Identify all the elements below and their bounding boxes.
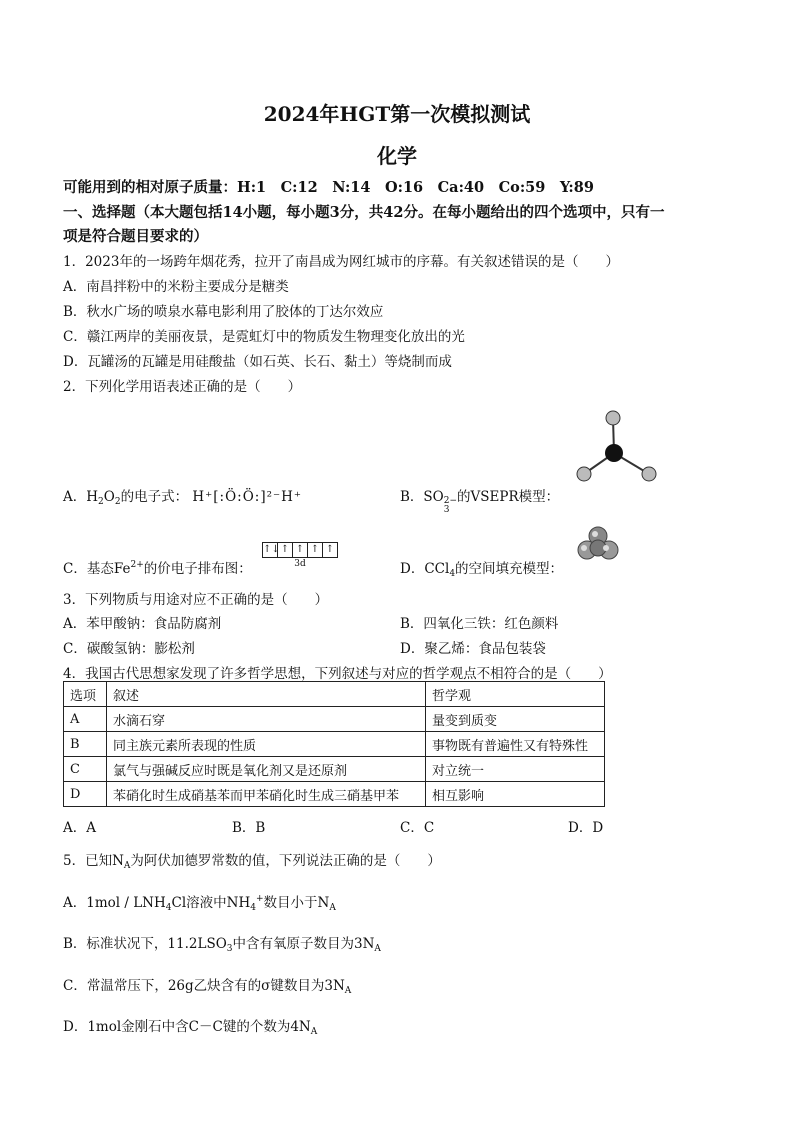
- q4-option-d: D．D: [568, 820, 604, 836]
- q3-option-a: A．苯甲酸钠：食品防腐剂: [63, 616, 222, 632]
- table-cell: 苯硝化时生成硝基苯而甲苯硝化时生成三硝基甲苯: [107, 782, 426, 807]
- table-cell: 量变到质变: [426, 707, 605, 732]
- table-row: [64, 757, 605, 782]
- atomic-masses: 可能用到的相对原子质量：H:1 C:12 N:14 O:16 Ca:40 Co:59 Y:89: [63, 179, 594, 196]
- table-cell: D: [64, 782, 107, 807]
- fe-orbital-diagram: [262, 537, 338, 569]
- q1-stem: 1．2023年的一场跨年烟花秀，拉开了南昌成为网红城市的序幕。有关叙述错误的是（ ）: [63, 254, 619, 270]
- section-heading-line2: 项是符合题目要求的）: [63, 228, 208, 245]
- table-header-cell: 哲学观: [426, 682, 605, 707]
- table-cell: C: [64, 757, 107, 782]
- q2-option-c: C．基态$Fe^{2+}$的价电子排布图：: [63, 560, 252, 577]
- table-header-row: [64, 682, 605, 707]
- table-cell: 相互影响: [426, 782, 605, 807]
- table-row: [64, 782, 605, 807]
- q4-option-b: B．B: [232, 820, 266, 836]
- q5-stem: 5．已知$N_A$为阿伏加德罗常数的值，下列说法正确的是（ ）: [63, 853, 441, 871]
- subject-title: 化学: [377, 144, 417, 168]
- table-cell: 氯气与强碱反应时既是氧化剂又是还原剂: [107, 757, 426, 782]
- q5-option-a: A．$1mol / LNH_4Cl$溶液中$NH_4^+$数目小于$N_A$: [63, 894, 336, 913]
- table-cell: B: [64, 732, 107, 757]
- q3-option-d: D．聚乙烯：食品包装袋: [400, 641, 546, 657]
- q3-option-c: C．碳酸氢钠：膨松剂: [63, 641, 195, 657]
- q2-option-d: D．CCl$_4$的空间填充模型：: [400, 561, 564, 579]
- q3-option-b: B．四氧化三铁：红色颜料: [400, 616, 559, 632]
- orbital-box: ↑: [293, 543, 308, 557]
- q2-option-b: B．SO 2− 3 的VSEPR模型：: [400, 489, 560, 515]
- orbital-box: ↑↓: [263, 544, 280, 555]
- q5-option-b: B．标准状况下，$11.2LSO_3$中含有氧原子数目为$3N_A$: [63, 936, 381, 954]
- table-header-cell: 叙述: [107, 682, 426, 707]
- ccl4-space-filling-model: [576, 526, 620, 562]
- vsepr-model-diagram: [572, 408, 662, 490]
- orbital-label: 3d: [294, 559, 306, 569]
- table-cell: A: [64, 707, 107, 732]
- q2-stem: 2．下列化学用语表述正确的是（ ）: [63, 379, 302, 395]
- orbital-box: ↑: [308, 543, 323, 557]
- q2-option-a: A．$H_2O_2$的电子式： H⁺[:Ö:Ö:]²⁻H⁺: [63, 489, 303, 507]
- orbital-box: ↑: [325, 544, 335, 555]
- table-cell: 同主族元素所表现的性质: [107, 732, 426, 757]
- q1-option-a: A．南昌拌粉中的米粉主要成分是糖类: [63, 279, 289, 295]
- page-title: 2024年HGT第一次模拟测试: [263, 102, 531, 126]
- q4-table: [63, 681, 605, 807]
- q5-option-d: D．1mol金刚石中含C－C键的个数为$4N_A$: [63, 1019, 318, 1037]
- q1-option-d: D．瓦罐汤的瓦罐是用硅酸盐（如石英、长石、黏土）等烧制而成: [63, 354, 452, 370]
- q3-stem: 3．下列物质与用途对应不正确的是（ ）: [63, 592, 329, 608]
- orbital-box: ↑: [278, 543, 293, 557]
- q4-option-a: A．A: [63, 820, 96, 836]
- table-row: [64, 732, 605, 757]
- q4-option-c: C．C: [400, 820, 435, 836]
- table-row: [64, 707, 605, 732]
- table-cell: 水滴石穿: [107, 707, 426, 732]
- section-heading-line1: 一、选择题（本大题包括14小题，每小题3分，共42分。在每小题给出的四个选项中，只有一: [63, 204, 665, 221]
- q1-option-b: B．秋水广场的喷泉水幕电影利用了胶体的丁达尔效应: [63, 304, 384, 320]
- q4-stem: 4．我国古代思想家发现了许多哲学思想，下列叙述与对应的哲学观点不相符合的是（ ）: [63, 666, 612, 682]
- h2o2-electron-formula: H⁺[:Ö:Ö:]²⁻H⁺: [192, 489, 303, 505]
- table-cell: 事物既有普遍性又有特殊性: [426, 732, 605, 757]
- q1-option-c: C．赣江两岸的美丽夜景，是霓虹灯中的物质发生物理变化放出的光: [63, 329, 465, 345]
- table-cell: 对立统一: [426, 757, 605, 782]
- table-header-cell: 选项: [64, 682, 107, 707]
- q5-option-c: C．常温常压下，26g乙炔含有的σ键数目为$3N_A$: [63, 978, 352, 996]
